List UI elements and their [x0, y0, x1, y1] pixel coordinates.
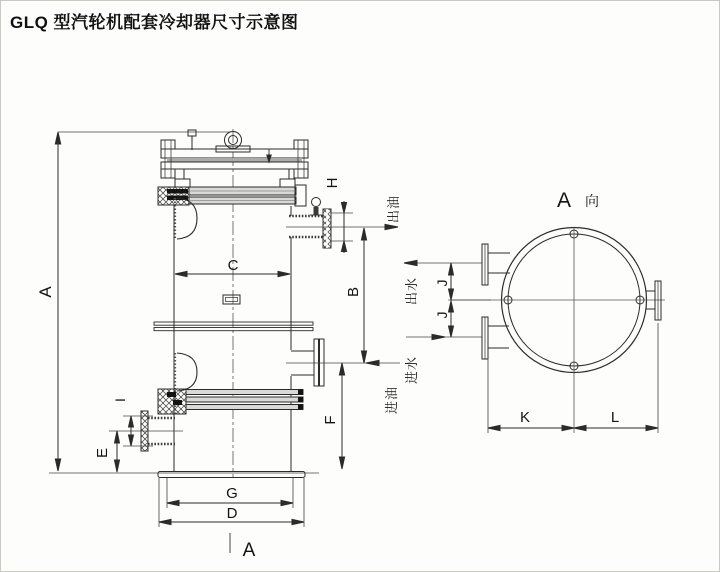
dim-label-k: K	[519, 408, 530, 426]
port-label-oil-out: 出油	[385, 195, 401, 224]
port-label-water-out: 出水	[403, 277, 419, 306]
dim-label-g: G	[226, 484, 238, 502]
dim-f-geometry	[339, 363, 344, 469]
dim-e-geometry	[115, 431, 120, 472]
a-view-right-nozzle	[646, 281, 661, 320]
dim-b-geometry	[361, 228, 366, 363]
top-cover	[161, 130, 308, 187]
tube-sheet	[158, 185, 306, 206]
dim-label-j-upper: J	[434, 279, 450, 287]
dim-label-b: B	[344, 287, 362, 298]
base-plate	[158, 472, 305, 478]
water-in-nozzle	[286, 339, 400, 386]
a-view-water-out-nozzle	[482, 244, 510, 285]
dim-label-h: H	[323, 177, 341, 189]
dim-label-d: D	[226, 504, 238, 522]
port-label-water-in: 进水	[403, 356, 419, 385]
dim-j-geometry	[449, 263, 492, 337]
dim-label-a: A	[35, 286, 55, 298]
tube-bundle	[186, 390, 303, 410]
a-view-title-letter: A	[556, 188, 571, 212]
a-view-title-direction: 向	[585, 193, 599, 209]
nameplate	[223, 295, 240, 304]
dim-label-l: L	[610, 408, 620, 426]
dim-label-f: F	[321, 415, 339, 425]
port-label-oil-in: 进油	[383, 386, 399, 415]
bottom-view-marker-a: A	[242, 539, 256, 561]
dim-label-i: I	[112, 398, 128, 402]
dim-label-j-lower: J	[434, 311, 450, 319]
drawing-title: GLQ 型汽轮机配套冷却器尺寸示意图	[10, 13, 299, 32]
support-band	[154, 322, 313, 331]
dim-label-e: E	[93, 448, 111, 459]
dim-label-c: C	[227, 256, 239, 274]
dim-a-geometry	[49, 132, 319, 473]
